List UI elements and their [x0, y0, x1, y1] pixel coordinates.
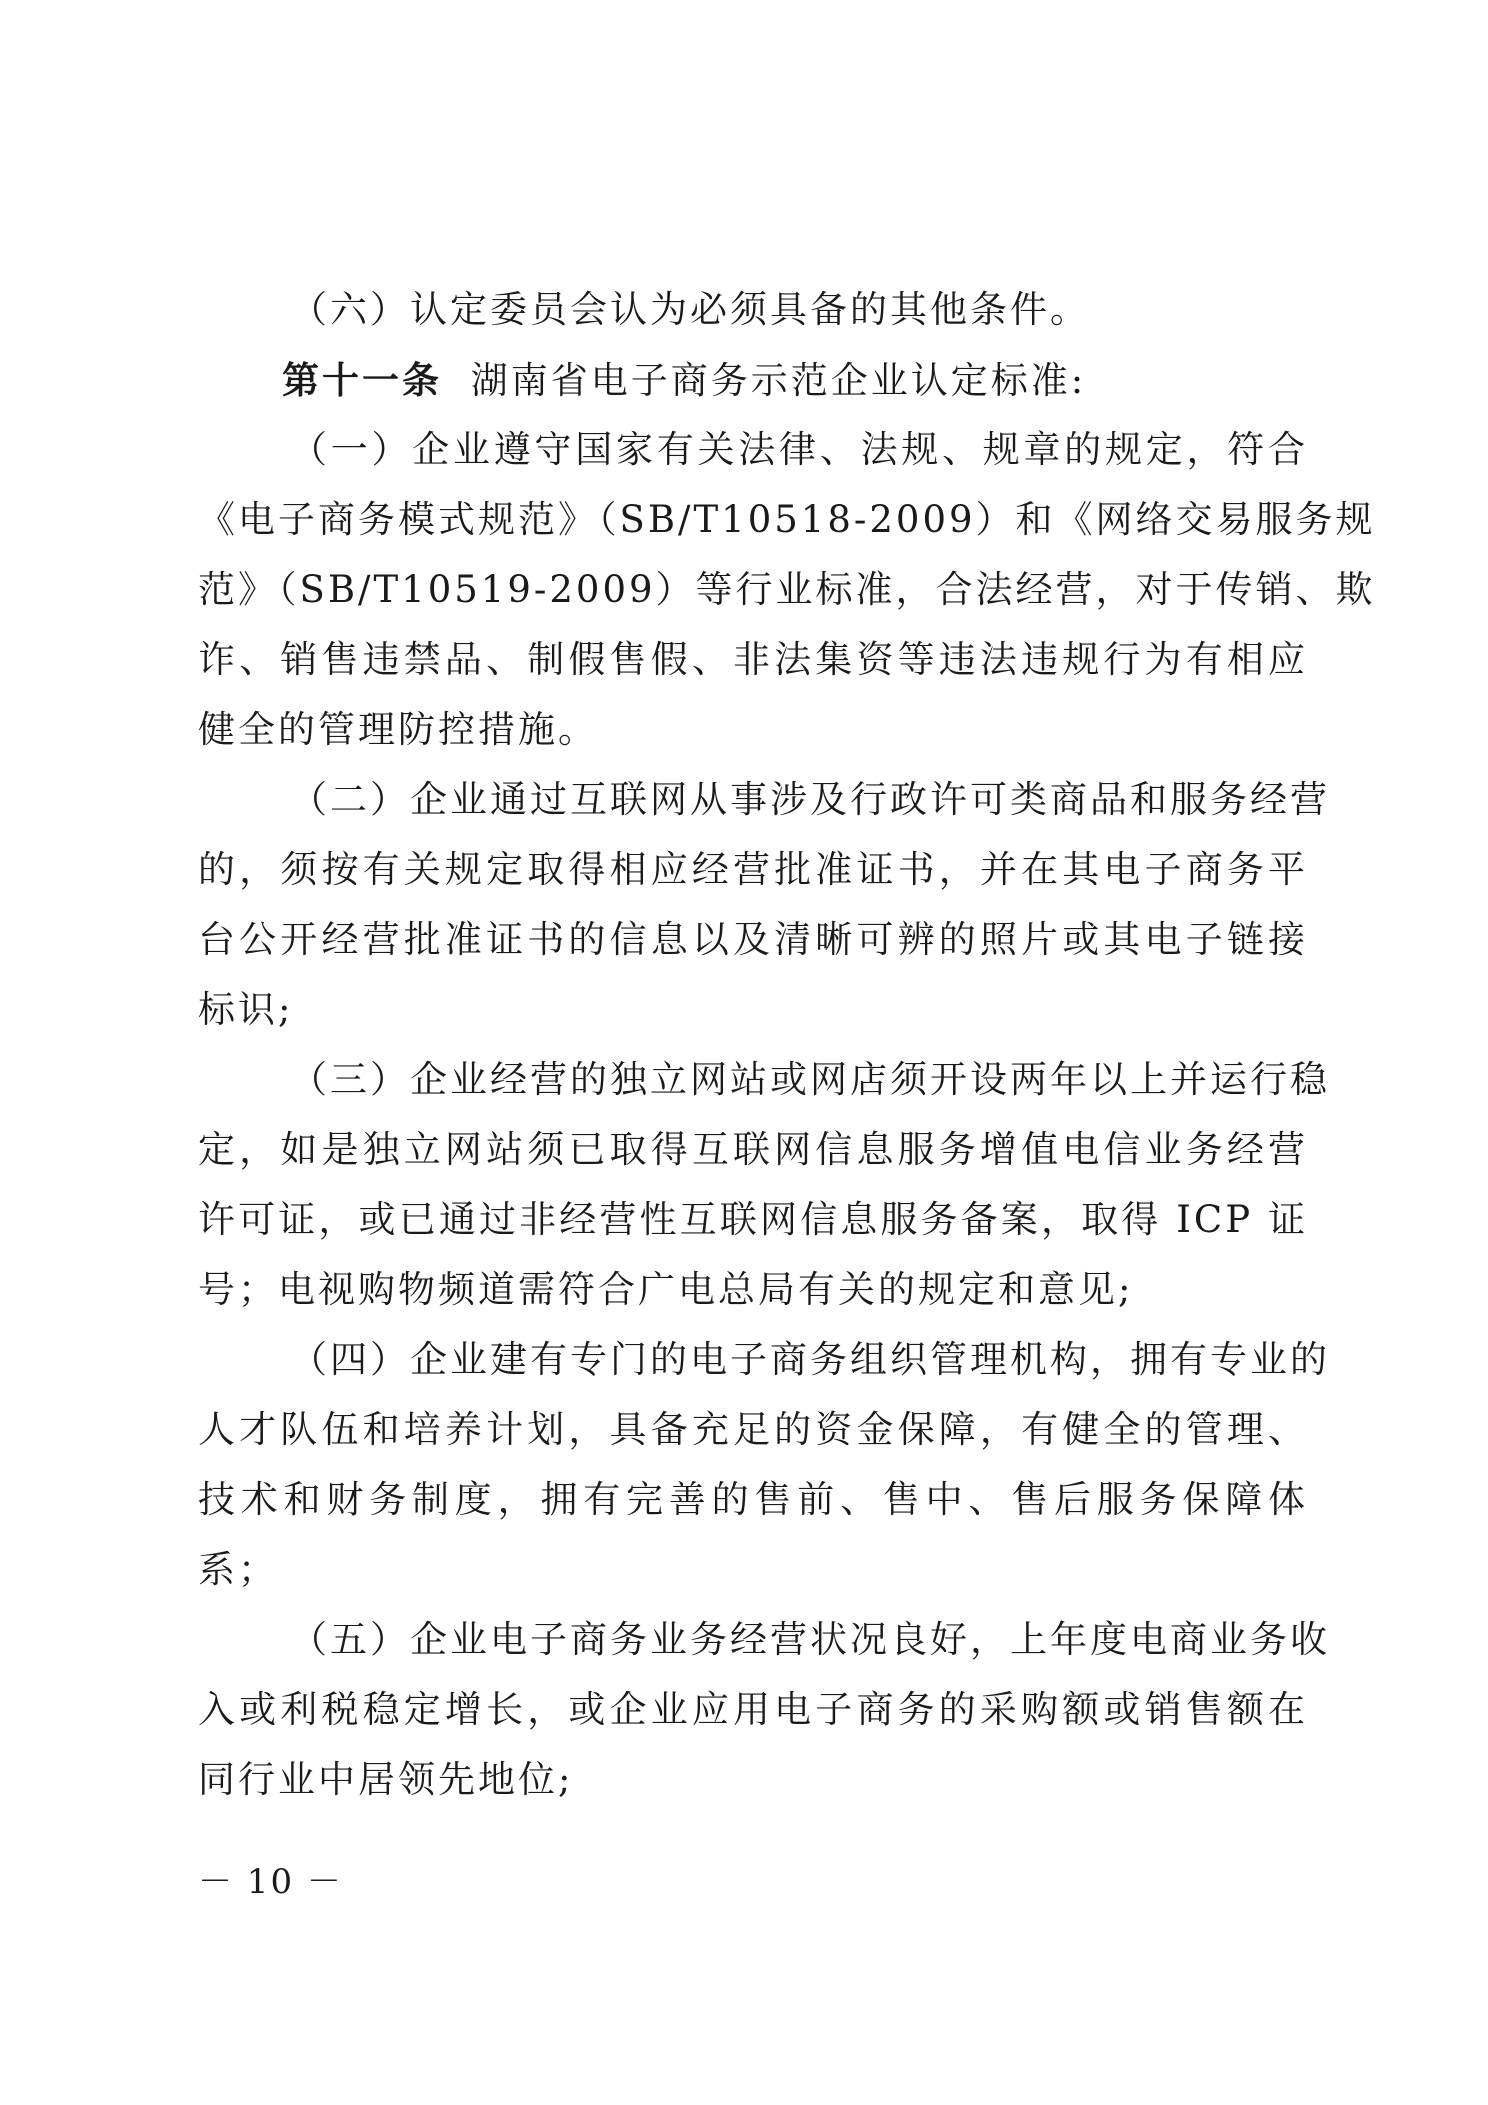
paragraph-line: 许可证，或已通过非经营性互联网信息服务备案，取得 ICP 证	[198, 1198, 1308, 1241]
paragraph-line: （二）企业通过互联网从事涉及行政许可类商品和服务经营	[290, 778, 1330, 821]
paragraph-line: 技术和财务制度，拥有完善的售前、售中、售后服务保障体	[198, 1478, 1308, 1521]
paragraph-line: 同行业中居领先地位;	[198, 1758, 574, 1801]
paragraph-line: 系；	[198, 1548, 278, 1591]
paragraph-line: （三）企业经营的独立网站或网店须开设两年以上并运行稳	[290, 1058, 1330, 1101]
paragraph-line: 定，如是独立网站须已取得互联网信息服务增值电信业务经营	[198, 1128, 1308, 1171]
paragraph-line: 入或利税稳定增长，或企业应用电子商务的采购额或销售额在	[198, 1688, 1308, 1731]
paragraph-line: 人才队伍和培养计划，具备充足的资金保障，有健全的管理、	[198, 1408, 1308, 1451]
paragraph-line: （六）认定委员会认为必须具备的其他条件。	[290, 288, 1090, 331]
paragraph-line: 《电子商务模式规范》（SB/T10518-2009）和《网络交易服务规	[198, 498, 1376, 541]
article-heading	[282, 354, 1308, 406]
paragraph-line: 诈、销售违禁品、制假售假、非法集资等违法违规行为有相应	[198, 638, 1308, 681]
paragraph-line: 范》（SB/T10519-2009）等行业标准，合法经营，对于传销、欺	[198, 568, 1376, 611]
paragraph-line: 台公开经营批准证书的信息以及清晰可辨的照片或其电子链接	[198, 918, 1308, 961]
paragraph-line: 的，须按有关规定取得相应经营批准证书，并在其电子商务平	[198, 848, 1308, 891]
paragraph-line: （四）企业建有专门的电子商务组织管理机构，拥有专业的	[290, 1338, 1330, 1381]
paragraph-line: （五）企业电子商务业务经营状况良好，上年度电商业务收	[290, 1618, 1330, 1661]
paragraph-line: （一）企业遵守国家有关法律、法规、规章的规定，符合	[290, 428, 1308, 471]
paragraph-line: 标识;	[198, 988, 294, 1031]
page-number: － 10 －	[198, 1862, 343, 1902]
paragraph-line: 号；电视购物频道需符合广电总局有关的规定和意见;	[198, 1268, 1134, 1311]
paragraph-line: 健全的管理防控措施。	[198, 708, 598, 751]
article-title: 湖南省电子商务示范企业认定标准:	[470, 359, 1087, 402]
article-label: 第十一条	[282, 358, 442, 402]
